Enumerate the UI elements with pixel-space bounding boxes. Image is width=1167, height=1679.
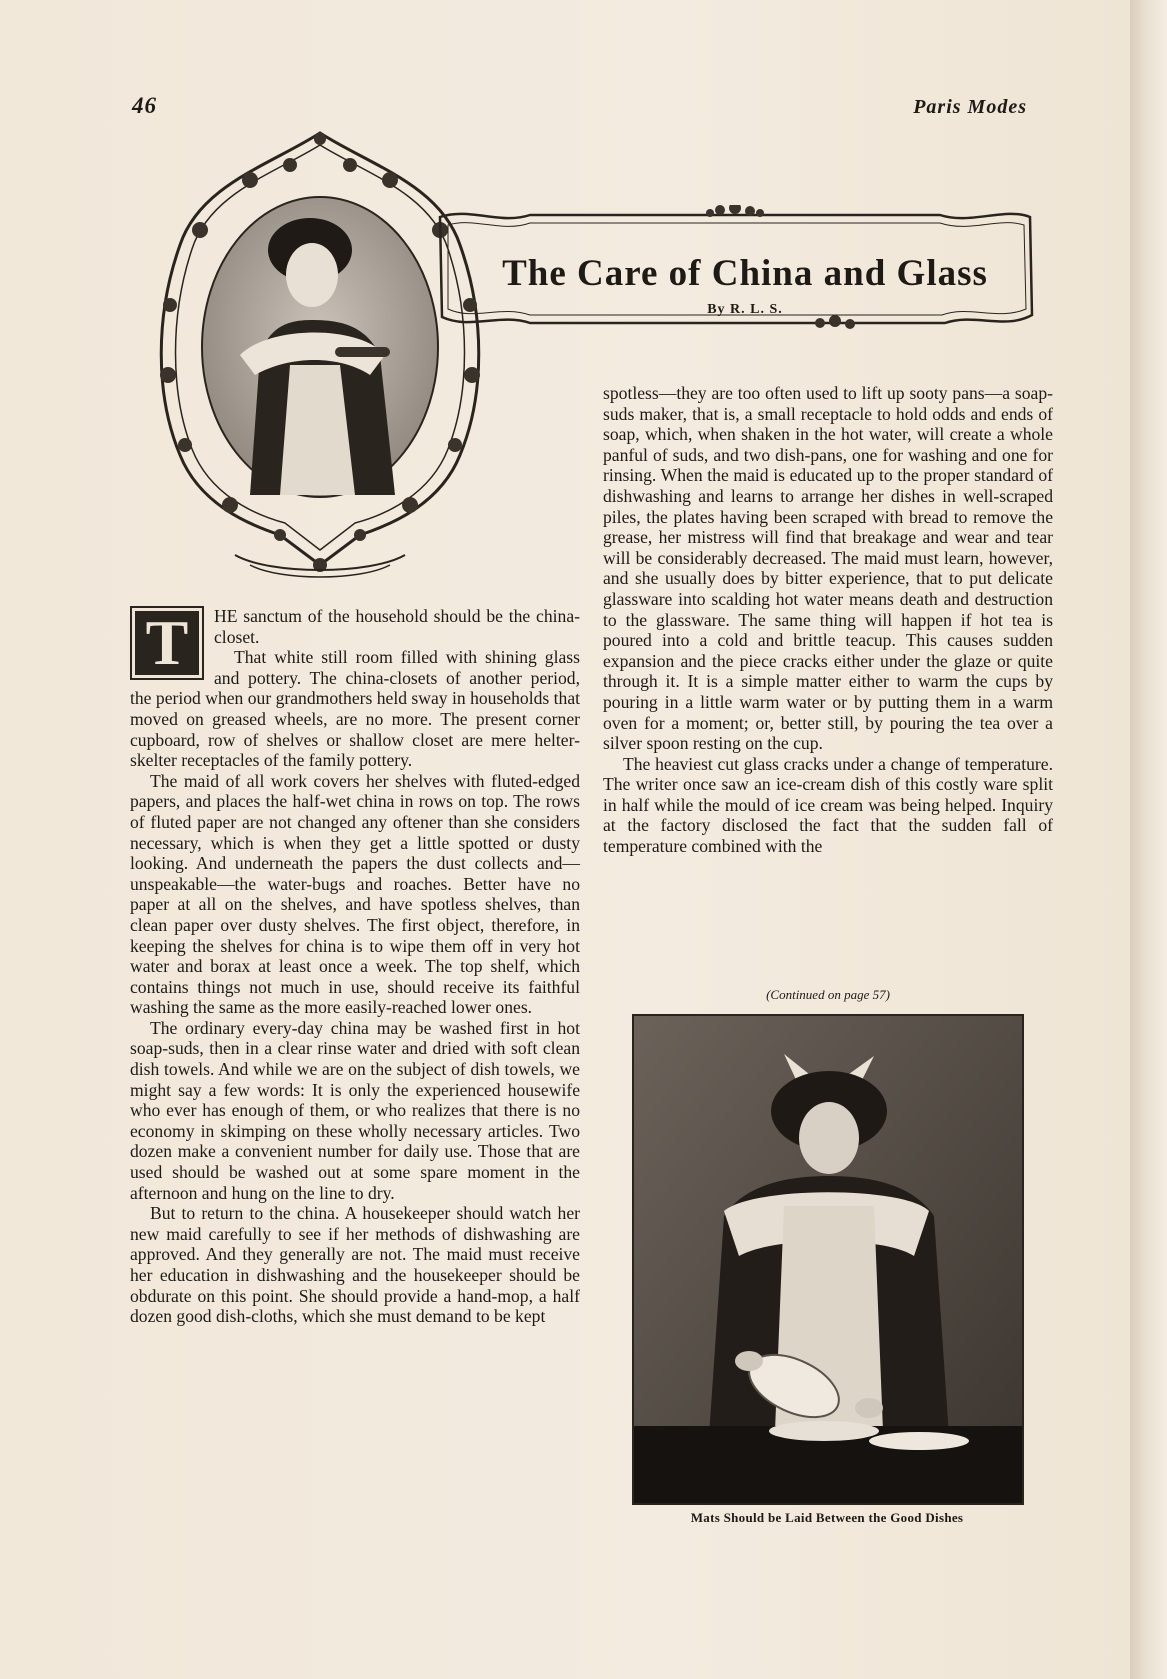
paragraph: But to return to the china. A housekeeper should watch her new maid carefully to see if her methods of dishwashing are approved. And they generally are not. The maid must receive her education in dishwashing and the housekeeper should be obdurate on this point. She should provide a hand-mop, a half dozen good dish-cloths, which she must demand to be kept xyxy=(130,1203,580,1327)
photo-caption: Mats Should be Laid Between the Good Dishes xyxy=(690,1510,964,1525)
portrait-illustration xyxy=(140,125,500,585)
article-right-column xyxy=(603,383,1053,857)
article-left-column xyxy=(130,606,580,1327)
continued-note: (Continued on page 57) xyxy=(766,987,890,1002)
running-header: Paris Modes xyxy=(913,96,1027,118)
maid-photo xyxy=(632,1014,1024,1505)
page-edge xyxy=(1130,0,1167,1679)
page-number: 46 xyxy=(132,93,157,118)
paragraph: That white still room filled with shining glass and pottery. The china-closets of another period, the period when our grandmothers held sway in households that moved on greased wheels, are no more. The present corner cupboard, row of shelves or shallow closet are mere helter-skelter receptacles of the family pottery. xyxy=(130,647,581,771)
paragraph: spotless—they are too often used to lift up sooty pans—a soap-suds maker, that is, a small receptacle to hold odds and ends of soap, which, when shaken in the hot water, will create a whole panful of suds, and two dish-pans, one for washing and one for rinsing. When the maid is educated up to the proper standard of dishwashing and learns to arrange her dishes in well-scraped piles, the plates having been scraped with bread to remove the grease, her mistress will find that breakage and wear and tear will be considerably decreased. The maid must learn, however, and she usually does by bitter experience, that to put delicate glassware into scalding hot water means death and destruction to the glassware. The same thing will happen if hot tea is poured into a cold and brittle teacup. This causes sudden expansion and the piece cracks either under the glaze or quite through it. It is a simple matter either to warm the cups by pouring in a little warm water or by putting them in a warm oven for a moment; or, better still, by pouring the tea over a silver spoon resting on the cup. xyxy=(603,383,1053,754)
paragraph: The ordinary every-day china may be washed first in hot soap-suds, then in a clear rinse water and dried with soft clean dish towels. And while we are on the subject of dish towels, we might say a few words: It is only the experienced housewife who ever has enough of them, or who realizes that there is no economy in skimping on these wholly necessary articles. Two dozen make a convenient number for daily use. Those that are used should be washed out at some spare moment in the afternoon and hung on the line to dry. xyxy=(130,1017,580,1203)
article-title: The Care of China and Glass xyxy=(502,253,988,294)
paragraph: HE sanctum of the household should be the china-closet. xyxy=(214,606,580,647)
article-byline: By R. L. S. xyxy=(707,302,783,317)
paragraph: The heaviest cut glass cracks under a change of temperature. The writer once saw an ice-cream dish of this costly ware split in half while the mould of ice cream was being helped. Inquiry at the factory disclosed the fact that the sudden fall of temperature combined with the xyxy=(603,753,1053,857)
drop-cap: T xyxy=(130,606,204,680)
paragraph: The maid of all work covers her shelves with fluted-edged papers, and places the half-wet china in rows on top. The rows of fluted paper are not changed any oftener than she considers necessary, which is when they get a little spotted or dusty looking. And underneath the papers the dust collects and—unspeakable—the water-bugs and roaches. Better have no paper at all on the shelves, and have spotless shelves, than clean paper over dusty shelves. The first object, therefore, in keeping the shelves for china is to wipe them off in very hot water and borax at least once a week. The top shelf, which contains things not much in use, should receive its faithful washing the same as the more easily-reached lower ones. xyxy=(130,770,580,1018)
